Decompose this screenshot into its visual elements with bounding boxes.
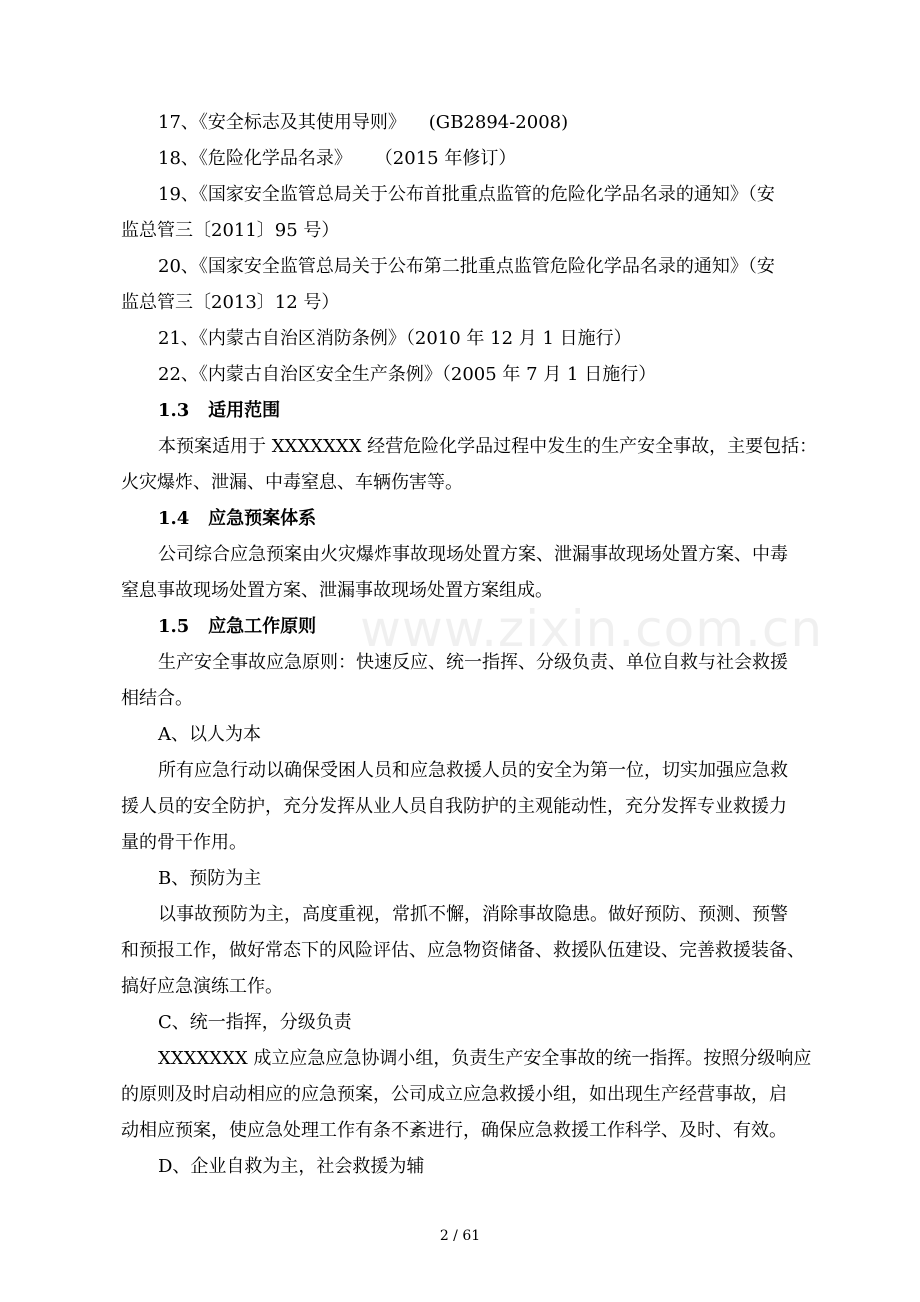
reference-item-18: 18、《危险化学品名录》 （2015 年修订） [158, 148, 517, 169]
section-heading-1-4: 1.4 应急预案体系 [158, 508, 317, 529]
principle-heading-a: A、以人为本 [158, 724, 261, 745]
principle-heading-b: B、预防为主 [158, 868, 262, 889]
reference-item-21: 21、《内蒙古自治区消防条例》（2010 年 12 月 1 日施行） [158, 328, 632, 349]
section-heading-1-5: 1.5 应急工作原则 [158, 616, 317, 637]
reference-item-17: 17、《安全标志及其使用导则》 (GB2894-2008) [158, 112, 569, 133]
watermark: www.zixin.com.cn [360, 600, 824, 658]
paragraph-line: 本预案适用于 XXXXXXX 经营危险化学品过程中发生的生产安全事故，主要包括： [158, 436, 818, 457]
paragraph-line: 援人员的安全防护，充分发挥从业人员自我防护的主观能动性，充分发挥专业救援力 [121, 796, 787, 817]
section-heading-1-3: 1.3 适用范围 [158, 400, 281, 421]
paragraph-line: XXXXXXX 成立应急应急协调小组，负责生产安全事故的统一指挥。按照分级响应 [158, 1048, 812, 1069]
paragraph-line: 火灾爆炸、泄漏、中毒窒息、车辆伤害等。 [121, 472, 463, 493]
principle-heading-d: D、企业自救为主，社会救援为辅 [158, 1156, 425, 1177]
paragraph-line: 生产安全事故应急原则：快速反应、统一指挥、分级负责、单位自救与社会救援 [158, 652, 788, 673]
paragraph-line: 的原则及时启动相应的应急预案，公司成立应急救援小组，如出现生产经营事故，启 [121, 1084, 787, 1105]
paragraph-line: 公司综合应急预案由火灾爆炸事故现场处置方案、泄漏事故现场处置方案、中毒 [158, 544, 788, 565]
reference-item-20: 20、《国家安全监管总局关于公布第二批重点监管危险化学品名录的通知》（安 [158, 256, 775, 277]
paragraph-line: 搞好应急演练工作。 [121, 976, 283, 997]
reference-item-19-cont: 监总管三〔2011〕95 号） [121, 220, 340, 241]
principle-heading-c: C、统一指挥，分级负责 [158, 1012, 352, 1033]
paragraph-line: 相结合。 [121, 688, 193, 709]
paragraph-line: 以事故预防为主，高度重视，常抓不懈，消除事故隐患。做好预防、预测、预警 [158, 904, 788, 925]
paragraph-line: 动相应预案，使应急处理工作有条不紊进行，确保应急救援工作科学、及时、有效。 [121, 1120, 787, 1141]
paragraph-line: 窒息事故现场处置方案、泄漏事故现场处置方案组成。 [121, 580, 553, 601]
page-number: 2 / 61 [439, 1228, 481, 1244]
paragraph-line: 量的骨干作用。 [121, 832, 247, 853]
paragraph-line: 和预报工作，做好常态下的风险评估、应急物资储备、救援队伍建设、完善救援装备、 [121, 940, 805, 961]
reference-item-19: 19、《国家安全监管总局关于公布首批重点监管的危险化学品名录的通知》（安 [158, 184, 775, 205]
paragraph-line: 所有应急行动以确保受困人员和应急救援人员的安全为第一位，切实加强应急救 [158, 760, 788, 781]
reference-item-20-cont: 监总管三〔2013〕12 号） [121, 292, 340, 313]
reference-item-22: 22、《内蒙古自治区安全生产条例》（2005 年 7 月 1 日施行） [158, 364, 657, 385]
